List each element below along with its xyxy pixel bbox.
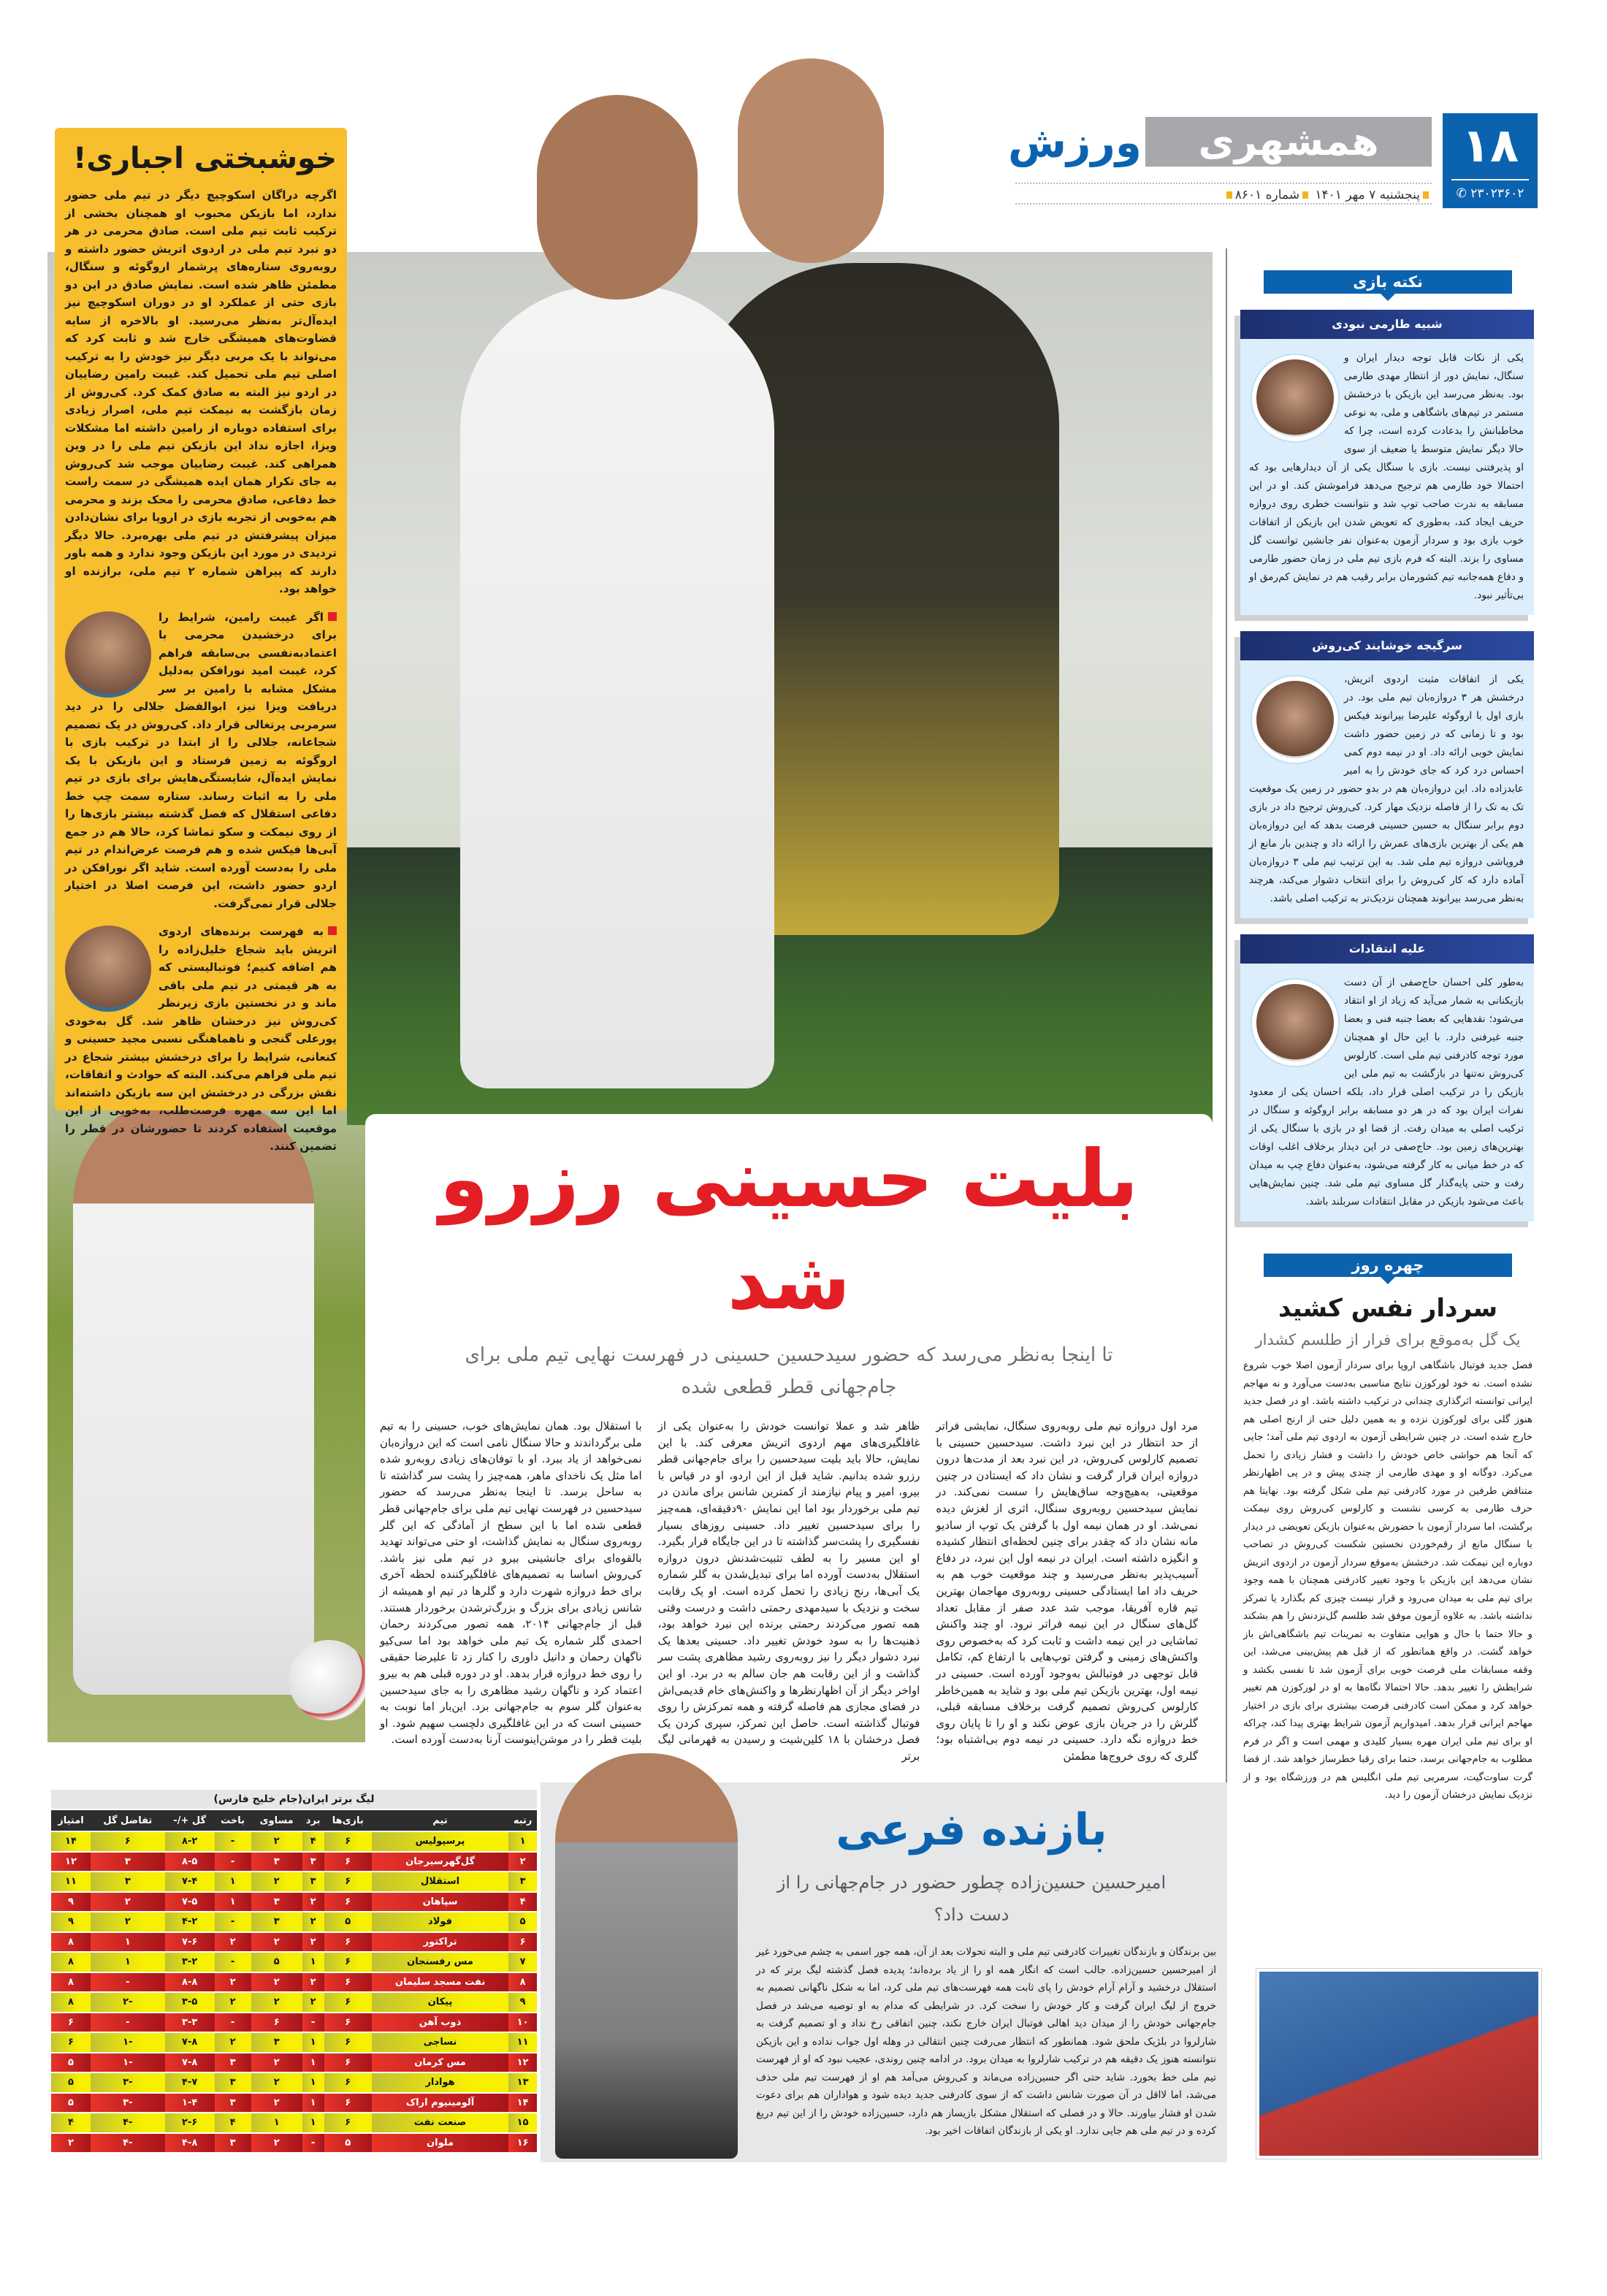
- article-column: با استقلال بود. همان نمایش‌های خوب، حسینی را به تیم ملی برگرداندند و حالا سنگال نامی است که این دروازه‌بان نمی‌خواهد از یاد ببرد. او با توفان‌های زیادی روبه‌رو شده اما مثل یک ناخدای ماهر، همه‌چیز را پشت سر گذاشته تا به ساحل برسد. تا اینجا به‌نظر می‌رسد که حضور سیدحسین در فهرست نهایی تیم ملی برای جام‌جهانی قطر قطعی شده اما با این سطح از آمادگی که این گلر روبه‌روی سنگال به نمایش گذاشت، او حتی می‌تواند تهدید بالقوه‌ای برای جانشینی بیرو در تیم ملی نیز باشد. کی‌روش اساسا به تصمیم‌های غافلگیرکننده لحظه آخری برای خط دروازه شهرت دارد و گلرها در تیم او همیشه از شانس زیادی برای بزرگ و بزرگ‌ترشدن برخوردار هستند. قبل از جام‌جهانی ۲۰۱۴، همه تصور می‌کردند رحمان احمدی گلر شماره یک تیم ملی خواهد بود اما سی‌کیو ناگهان رحمان و دانیل داوری را کنار زد تا علیرضا حقیقی را روی خط دروازه قرار بدهد. او در دوره قبلی هم به بیرو اعتماد کرد و ناگهان رشید مظاهری را به جای سیدحسین به‌عنوان گلر سوم به جام‌جهانی برد. این‌بار اما نوبت به حسینی است که در این غافلگیری دلچسب سهیم شود. او بلیت قطر را در موشن‌اینوست آرنا به‌دست آورده است.: [379, 1419, 642, 1747]
- table-cell: ۱: [215, 1893, 251, 1912]
- column-header: مساوی: [251, 1810, 302, 1831]
- table-cell: تراکتور: [372, 1933, 508, 1952]
- goalkeeper-head: [738, 58, 884, 263]
- feature-item-text: اگر غیبت رامین، شرایط را برای درخشیدن محرمی با اعتمادبه‌نفسی بی‌سابقه فراهم کرد، غیبت امید نورافکن به‌دلیل مشکل مشابه با رامین بر سر دریافت ویزا نیز، ابوالفضل جلالی را در دید سرمربی پرتغالی قرار داد. کی‌روش در یک تصمیم شجاعانه، جلالی را از ابتدا در ترکیب بازی با اروگوئه به زمین فرستاد و این بازیکن با یک نمایش ایده‌آل، شایستگی‌هایش برای بازی در تیم ملی را به اثبات رساند. ستاره سمت چپ خط دفاعی استقلال که فصل گذشته بیشتر بازی‌ها را از روی نیمکت و سکو تماشا کرد، حالا هم در جمع آبی‌ها فیکس شده و هم فرصت عرض‌اندام در تیم ملی را به‌دست آورده است. شاید اگر نورافکن در اردو حضور داشت، این فرصت اصلا در اختیار جلالی قرار نمی‌گرفت.: [65, 610, 337, 910]
- table-cell: ۲: [91, 1912, 165, 1931]
- table-cell: ۱۵: [508, 2113, 537, 2132]
- main-subheadline: تا اینجا به‌نظر می‌رسد که حضور سیدحسین حسینی در فهرست نهایی تیم ملی برای جام‌جهانی قطر قطعی شده: [465, 1344, 1113, 1398]
- table-cell: ۳: [215, 2073, 251, 2092]
- player-avatar: [1252, 980, 1338, 1066]
- bottom-subheadline: امیرحسین حسین‌زاده چطور حضور در جام‌جهانی را از دست داد؟: [776, 1872, 1167, 1925]
- table-cell: ۳: [251, 1912, 302, 1931]
- note-text: یکی از اتفاقات مثبت اردوی اتریش، درخشش هر ۳ دروازه‌بان تیم ملی بود. در بازی اول با اروگوئه علیرضا بیرانوند فیکس بود و تا زمانی که در زمین حضور داشت نمایش خوبی ارائه داد. او در نیمه دوم کمی احساس درد کرد که جای خودش را به امیر عابدزاده داد. این دروازه‌بان هم در بدو حضور در زمین یک موقعیت تک به تک را از فاصله نزدیک مهار کرد. کی‌روش ترجیح داد در بازی دوم برابر سنگال به حسین حسینی فرصت بدهد که این دروازه‌بان هم یکی از بهترین بازی‌های عمرش را ارائه داد و چندین بار مانع از فروپاشی دروازه تیم ملی شد. به این ترتیب تیم ملی ۳ دروازه‌بان آماده دارد که کار کی‌روش را برای انتخاب دشوار می‌کند، هرچند به‌نظر می‌رسد بیرانوند همچنان نزدیک‌تر به ترکیب اصلی باشد.: [1249, 674, 1524, 904]
- table-cell: ۶: [508, 1933, 537, 1952]
- logo-accent: ورزش: [1008, 118, 1142, 167]
- table-cell: ۱: [215, 1872, 251, 1891]
- table-cell: ۴-۲: [165, 1912, 215, 1931]
- table-cell: -: [215, 2013, 251, 2032]
- column-header: باخت: [215, 1810, 251, 1831]
- phone-line: [1443, 180, 1538, 207]
- table-cell: -۴: [91, 2113, 165, 2132]
- table-cell: ۶: [324, 2053, 372, 2072]
- table-cell: ۱: [508, 1832, 537, 1851]
- player-avatar: [65, 611, 151, 698]
- column-header: امتیاز: [51, 1810, 91, 1831]
- table-cell: -: [91, 2013, 165, 2032]
- table-cell: ۱-۴: [165, 2094, 215, 2113]
- table-row: [51, 2113, 537, 2132]
- table-cell: -: [215, 1832, 251, 1851]
- table-cell: ۱۳: [508, 2073, 537, 2092]
- main-article: [365, 1114, 1213, 1763]
- feature-item-text: به فهرست برنده‌های اردوی اتریش باید شجاع خلیل‌زاده را هم اضافه کنیم؛ فوتبالیستی که به هر قیمتی در تیم ملی باقی ماند و در نخستین بازی زیرنظر کی‌روش نیز درخشان ظاهر شد. گل به‌خودی پورعلی گنجی و ناهماهنگی نسبی مجید حسینی و کنعانی، شرایط را برای درخشش بیشتر شجاع در تیم ملی فراهم می‌کند. البته که حوادث و اتفاقات، نقش بزرگی در درخشش این سه بازیکن داشته‌اند اما این سه مهره فرصت‌طلب، به‌خوبی از این موقعیت استفاده کردند تا حضورشان در قطر را تضمین کنند.: [65, 925, 337, 1153]
- table-cell: ۹: [51, 1893, 91, 1912]
- table-cell: فولاد: [372, 1912, 508, 1931]
- table-cell: ۳: [215, 2134, 251, 2153]
- table-cell: ۳: [302, 1853, 324, 1872]
- bullet-icon: [1423, 191, 1429, 199]
- table-cell: ۱: [91, 1933, 165, 1952]
- table-cell: ۳-۵: [165, 1993, 215, 2012]
- table-cell: هوادار: [372, 2073, 508, 2092]
- table-cell: ذوب آهن: [372, 2013, 508, 2032]
- table-cell: ۴: [51, 2113, 91, 2132]
- table-cell: ۵: [51, 2094, 91, 2113]
- table-cell: ۱: [302, 2094, 324, 2113]
- table-cell: ۳: [91, 1872, 165, 1891]
- table-cell: ۶: [91, 1832, 165, 1851]
- table-cell: -۱: [91, 2053, 165, 2072]
- table-cell: ۴-۷: [165, 2073, 215, 2092]
- article-column: ظاهر شد و عملا توانست خودش را به‌عنوان یکی از غافلگیری‌های مهم اردوی اتریش معرفی کند. با این نمایش، حالا باید بلیت سیدحسین را برای جام‌جهانی قطر رزرو شده بدانیم. شاید قبل از این اردو، او در قیاس با بیرو، امیر و پیام نیازمند از کمترین شانس برای ماندن در تیم ملی برخوردار بود اما این نمایش ۹۰دقیقه‌ای، همه‌چیز را برای سیدحسین تغییر داد. حسینی روزهای بسیار نفسگیری را پشت‌سر گذاشته تا در این جایگاه قرار بگیرد. او این مسیر را به لطف تثبیت‌شدنش درون دروازه استقلال به‌دست آورده اما برای تبدیل‌شدن به گلر شماره یک آبی‌ها، رنج زیادی را تحمل کرده است. او یک رقابت سخت و نزدیک با سیدمهدی رحمتی داشت و درست وقتی همه تصور می‌کردند رحمتی برنده این نبرد خواهد بود، ذهنیت‌ها را به سود خودش تغییر داد. حسینی بعدها یک نبرد دشوار دیگر را نیز روبه‌روی رشید مظاهری پشت سر گذاشت و از این رقابت هم جان سالم به در برد. او این اواخر دیگر از آن اظهارنظرها و واکنش‌های خام قدیمی‌اش در فضای مجازی هم فاصله گرفته و همه تمرکزش را روی فوتبال گذاشته است. حاصل این تمرکز، سپری کردن یک فصل درخشان با ۱۸ کلین‌شیت و رسیدن به قهرمانی لیگ برتر: [657, 1419, 920, 1763]
- table-cell: -: [215, 1912, 251, 1931]
- table-cell: ۴: [215, 2113, 251, 2132]
- table-cell: ۸: [51, 1973, 91, 1992]
- page-number-box: [1443, 113, 1538, 208]
- table-cell: ۶: [324, 1853, 372, 1872]
- column-header: تیم: [372, 1810, 508, 1831]
- table-cell: ۲: [251, 1832, 302, 1851]
- table-cell: ۸: [51, 1933, 91, 1952]
- table-row: [51, 2053, 537, 2072]
- face-text: فصل جدید فوتبال باشگاهی اروپا برای سردار آزمون اصلا خوب شروع نشده است. نه خود لورکوزن نتایج مناسبی به‌دست می‌آورد و نه مهاجم ایرانی توانسته اثرگذاری چندانی در ترکیب داشته باشد. او در فصل جدید هنوز گلی برای لورکوزن نزده و به همین دلیل حتی از ارنج اصلی هم خارج شده است. در چنین شرایطی آزمون به اردوی تیم ملی آمد؛ جایی که آنجا هم حواشی خاص خودش را داشت و فشار زیادی را تحمل می‌کرد. دوگانه او و مهدی طارمی از چندی پیش و در پی اظهارنظر متناقض طرفین در مورد کادرفنی تیم ملی شکل گرفته بود. نهایتا هم حرف طارمی به کرسی نشست و کارلوس کی‌روش روی نیمکت برگشت، اما سردار آزمون با حضورش به‌عنوان بازیکن تعویضی در دیدار با سنگال مانع از رقم‌خوردن نخستین شکست کی‌روش در تصاحب دوباره این نیمکت شد. درخشش به‌موقع سردار آزمون در اردوی اتریش نشان می‌دهد این بازیکن با وجود تغییر کادرفنی همچنان با همه وجود برای تیم ملی به میدان می‌رود و قرار نیست چیزی کم بگذارد یا تمرکز نداشته باشد. به علاوه آزمون موفق شد طلسم گل‌نزدنش را هم بشکند و حالا حتما با حال و هوایی متفاوت به تمرینات تیم باشگاهی‌اش باز خواهد گشت. در واقع همانطور که از قبل هم پیش‌بینی می‌شد، این وقفه مسابقات ملی فرصت خوبی برای آزمون شد تا نفسی بکشد و شرایطش را تغییر بدهد. حالا احتمالا نگاه‌ها به او در لورکوزن هم تغییر خواهد کرد و ممکن است کادرفنی فرصت بیشتری برای بازی در اختیار مهاجم ایرانی قرار بدهد. امیدواریم آزمون شرایط بهتری پیدا کند، چراکه او برای تیم ملی ایران مهره بسیار کلیدی و مهمی است و اگر در فرم مطلوب به جام‌جهانی برسد، حتما برای رقبا خطرساز خواهد شد. از قضا گرت ساوت‌گیت، سرمربی تیم ملی انگلیس هم در ورزشگاه بود و از نزدیک نمایش درخشان آزمون را دید.: [1243, 1360, 1532, 1801]
- face-headline: سردار نفس کشید: [1278, 1294, 1498, 1323]
- phone-number: ۲۳۰۲۳۶۰۲: [1470, 186, 1524, 201]
- table-row: [51, 1853, 537, 1872]
- table-cell: استقلال: [372, 1872, 508, 1891]
- table-cell: ۷-۶: [165, 1933, 215, 1952]
- note-box: [1240, 934, 1534, 1221]
- table-cell: ۱: [91, 1953, 165, 1972]
- table-cell: نفت مسجد سلیمان: [372, 1973, 508, 1992]
- table-cell: ۱۴: [51, 1832, 91, 1851]
- table-cell: ۳: [302, 1872, 324, 1891]
- player-head: [537, 95, 698, 300]
- table-cell: ۳: [251, 1853, 302, 1872]
- football-icon: [289, 1640, 369, 1720]
- table-cell: آلومینیوم اراک: [372, 2094, 508, 2113]
- article-columns: [380, 1418, 1198, 1764]
- section-header-face-of-day: چهره روز: [1264, 1254, 1512, 1277]
- column-header: تفاضل گل: [91, 1810, 165, 1831]
- table-cell: ۲: [302, 1933, 324, 1952]
- table-cell: ۶: [324, 2113, 372, 2132]
- table-cell: ۲: [215, 2033, 251, 2052]
- table-cell: ۲: [251, 1973, 302, 1992]
- table-cell: ۲-۶: [165, 2113, 215, 2132]
- table-cell: ۳-۳: [165, 2013, 215, 2032]
- table-cell: ۸: [51, 1953, 91, 1972]
- table-cell: ۶: [324, 2013, 372, 2032]
- table-cell: ۳: [508, 1872, 537, 1891]
- feature-title: خوشبختی اجباری!: [73, 142, 337, 175]
- table-cell: پرسپولیس: [372, 1832, 508, 1851]
- table-title: لیگ برتر ایران(جام خلیج فارس): [51, 1790, 537, 1809]
- table-row: [51, 1993, 537, 2012]
- table-cell: -۳: [91, 2094, 165, 2113]
- table-cell: ۲: [508, 1853, 537, 1872]
- note-title: سرگیجه خوشایند کی‌روش: [1240, 631, 1534, 660]
- table-row: [51, 1973, 537, 1992]
- player-avatar: [1252, 355, 1338, 441]
- table-cell: ۲: [302, 1973, 324, 1992]
- bottom-headline: بازنده فرعی: [836, 1804, 1107, 1856]
- table-row: [51, 2013, 537, 2032]
- dateline: [1015, 183, 1432, 205]
- table-cell: مس کرمان: [372, 2053, 508, 2072]
- player-figure: [460, 285, 774, 1088]
- table-cell: ۸-۸: [165, 1973, 215, 1992]
- table-cell: -۱: [91, 2033, 165, 2052]
- table-cell: سپاهان: [372, 1893, 508, 1912]
- note-box: [1240, 310, 1534, 615]
- main-headline: بلیت حسینی رزرو شد: [439, 1134, 1139, 1327]
- table-cell: ۳: [251, 2033, 302, 2052]
- table-cell: ۲: [251, 1993, 302, 2012]
- table-cell: ۸-۵: [165, 1853, 215, 1872]
- issue-number: شماره ۸۶۰۱: [1234, 188, 1299, 202]
- player-avatar: [1252, 676, 1338, 763]
- table-cell: ۸: [508, 1973, 537, 1992]
- table-cell: ۱۶: [508, 2134, 537, 2153]
- table-row: [51, 2094, 537, 2113]
- column-header: گل +/-: [165, 1810, 215, 1831]
- face-subheadline: یک گل به‌موقع برای فرار از طلسم کشدار: [1255, 1331, 1521, 1349]
- table-cell: مس رفسنجان: [372, 1953, 508, 1972]
- column-header: رتبه: [508, 1810, 537, 1831]
- newspaper-logo: [1008, 113, 1432, 172]
- table-cell: ۱۱: [51, 1872, 91, 1891]
- article-column: مرد اول دروازه تیم ملی روبه‌روی سنگال، نمایشی فراتر از حد انتظار در این نبرد داشت. سیدحسین حسینی با تصمیم کارلوس کی‌روش، در این نبرد بعد از مدت‌ها درون دروازه ایران قرار گرفت و نشان داد که ایستادن در چنین موقعیتی، به‌هیچ‌وجه ساق‌هایش را سست نمی‌کند. در نمایش سیدحسین روبه‌روی سنگال، اثری از لغزش دیده نمی‌شد. او در همان نیمه اول با گرفتن یک توپ از سادیو مانه نشان داد که چقدر برای چنین لحظه‌ای انتظار کشیده و انگیزه داشته است. ایران در نیمه اول این نبرد، در دفاع آسیب‌پذیر به‌نظر می‌رسید و چند موقعیت خوب هم به حریف داد اما ایستادگی حسینی روبه‌روی مهاجمان بهترین تیم قاره آفریقا، موجب شد عدد صفر از مقابل تعداد گل‌های سنگال در این نیمه فراتر نرود. او چند واکنش تماشایی در این نیمه داشت و ثابت کرد که به‌خصوص روی واکنش‌های زمینی و گرفتن توپ‌هایی با ارتفاع کم، تکامل قابل توجهی در فوتبالش به‌وجود آورده است. حسینی در نیمه اول، بهترین بازیکن تیم ملی بود و شاید به همین‌خاطر کارلوس کی‌روش تصمیم گرفت برخلاف مسابقه قبلی، گلرش را در جریان بازی عوض نکند و او را تا پایان روی خط دروازه نگه دارد. حسینی در نیمه دوم بی‌اشتباه بود؛ گلری که روی خروج‌ها مطمئن: [936, 1419, 1198, 1763]
- page-number: ۱۸: [1461, 119, 1519, 173]
- table-cell: ۶: [324, 1832, 372, 1851]
- table-cell: ۲: [251, 1933, 302, 1952]
- table-cell: ۱: [302, 2113, 324, 2132]
- feature-intro: اگرچه دراگان اسکوچیچ دیگر در تیم ملی حضور ندارد، اما بازیکن محبوب او همچنان بخشی از ترکیب ثابت تیم ملی است. صادق محرمی در هر دو نبرد تیم ملی در اردوی اتریش حضور داشته و روبه‌روی ستاره‌های پرشمار اروگوئه و سنگال، مطمئن ظاهر شده است. نمایش صادق در این دو بازی حتی از عملکرد او در دوران اسکوچیچ نیز ایده‌آل‌تر به‌نظر می‌رسید. او بالاخره از سایه قضاوت‌های همیشگی خارج شد و ثابت کرد که می‌تواند با یک مربی دیگر نیز خودش را به ترکیب اصلی تیم ملی تحمیل کند. غیبت رامین رضاییان در اردو نیز البته به صادق کمک کرد. کی‌روش از زمان بازگشت به نیمکت تیم ملی، اصرار زیادی برای استفاده دوباره از رامین داشته اما مشکلات ویزا، اجازه نداد این بازیکن تیم ملی را در وین همراهی کند. غیبت رضاییان موجب شد کی‌روش به جای تکرار همان ایده همیشگی در سمت راست خط دفاعی، صادق محرمی را محک بزند و محرمی هم به‌خوبی از تجربه بازی در اروپا برای نشان‌دادن میزان پیشرفتش در تیم ملی بهره‌برد. حالا دیگر تردیدی در مورد این بازیکن وجود ندارد و همه باور دارند که پیراهن شماره ۲ تیم ملی، برازنده او خواهد بود.: [65, 188, 337, 595]
- table-row: [51, 1832, 537, 1851]
- table-cell: ملوان: [372, 2134, 508, 2153]
- table-cell: ۶: [324, 1893, 372, 1912]
- column-header: بازی‌ها: [324, 1810, 372, 1831]
- table-cell: ۷-۴: [165, 1872, 215, 1891]
- table-row: [51, 1893, 537, 1912]
- bullet-icon: [1226, 191, 1232, 199]
- table-cell: ۵: [508, 1912, 537, 1931]
- hosseinzadeh-photo: [555, 1753, 738, 2159]
- table-cell: ۶: [324, 2033, 372, 2052]
- table-cell: ۷-۸: [165, 2053, 215, 2072]
- table-cell: ۶: [51, 2033, 91, 2052]
- note-text: به‌طور کلی احسان حاج‌صفی از آن دست بازیکنانی به شمار می‌آید که زیاد از او انتقاد می‌شود؛ نقدهایی که بعضا جنبه فنی و بعضا جنبه غیرفنی دارد. با این حال او همچنان مورد توجه کادرفنی تیم ملی است. کارلوس کی‌روش نه‌تنها در بازگشت به تیم ملی این بازیکن را در ترکیب اصلی قرار داد، بلکه احسان یکی از معدود نفرات ایران بود که در هر دو مسابقه برابر اروگوئه و سنگال در ترکیب اصلی به میدان رفت. از قضا او در بازی با سنگال یکی از بهترین‌های زمین بود. حاج‌صفی در این دیدار برخلاف اغلب اوقات که در خط میانی به کار گرفته می‌شود، به‌عنوان دفاع چپ به میدان رفت و حتی پایه‌گذار گل مساوی تیم ملی شد. چنین نمایش‌هایی باعث می‌شود بازیکن در مقابل انتقادات سربلند باشد.: [1249, 977, 1524, 1208]
- table-body: [51, 1832, 537, 2152]
- bullet-icon: [328, 612, 337, 621]
- table-cell: ۶: [324, 1973, 372, 1992]
- left-feature-column: [55, 128, 347, 1153]
- table-row: [51, 2033, 537, 2052]
- note-box: [1240, 631, 1534, 918]
- table-cell: ۹: [508, 1993, 537, 2012]
- table-cell: ۵: [51, 2073, 91, 2092]
- section-header-game-notes: نکته بازی: [1264, 270, 1512, 294]
- table-cell: ۳: [91, 1853, 165, 1872]
- bullet-icon: [328, 926, 337, 935]
- note-title: علیه انتقادات: [1240, 934, 1534, 964]
- table-cell: ۲: [302, 1993, 324, 2012]
- table-cell: نساجی: [372, 2033, 508, 2052]
- table-row: [51, 1912, 537, 1931]
- table-cell: -: [91, 1973, 165, 1992]
- table-cell: ۱۰: [508, 2013, 537, 2032]
- table-cell: ۲: [302, 1893, 324, 1912]
- table-cell: ۲: [251, 2134, 302, 2153]
- table-row: [51, 1872, 537, 1891]
- table-cell: ۲: [215, 1993, 251, 2012]
- table-row: [51, 1953, 537, 1972]
- table-row: [51, 2073, 537, 2092]
- table-row: [51, 2134, 537, 2153]
- table-cell: ۱: [302, 2073, 324, 2092]
- phone-icon: ✆: [1456, 186, 1467, 201]
- table-cell: -: [302, 2013, 324, 2032]
- right-sidebar: [1234, 248, 1541, 1805]
- table-cell: ۱۱: [508, 2033, 537, 2052]
- table-header-row: [51, 1810, 537, 1831]
- table-cell: ۷: [508, 1953, 537, 1972]
- table-cell: ۲: [251, 2094, 302, 2113]
- table-cell: ۵: [324, 2134, 372, 2153]
- table-cell: ۳: [215, 2094, 251, 2113]
- table-cell: ۳: [251, 1893, 302, 1912]
- table-cell: ۵: [324, 1912, 372, 1931]
- note-text: یکی از نکات قابل توجه دیدار ایران و سنگال، نمایش دور از انتظار مهدی طارمی بود. به‌نظر می‌رسد این بازیکن با درخشش مستمر در تیم‌های باشگاهی و ملی، به نوعی مخاطبانش را بدعادت کرده است، چرا که حالا دیگر نمایش متوسط یا ضعیف از سوی او پذیرفتنی نیست. بازی با سنگال یکی از آن دیدارهایی بود که احتمالا خود طارمی هم ترجیح می‌دهد فراموشش کند. او در این مسابقه به ندرت صاحب توپ شد و نتوانست خطری روی دروازه حریف ایجاد کند، به‌طوری که تعویض شدن این بازیکن از اتفاقات خوب بازی بود و سردار آزمون به‌عنوان نفر جانشین توانست گل مساوی را بزند. البته که فرم بازی تیم ملی در زمان حضور طارمی و دفاع همه‌جانبه تیم کشورمان برابر رقیب هم در نمایش کم‌رمق او بی‌تأثیر نبود.: [1249, 352, 1524, 601]
- table-cell: -۲: [91, 1993, 165, 2012]
- table-row: [51, 1933, 537, 1952]
- table-cell: ۴: [302, 1832, 324, 1851]
- table-cell: ۱۲: [508, 2053, 537, 2072]
- bottom-text: بین برندگان و بازندگان تغییرات کادرفنی تیم ملی و البته تحولات بعد از آن، همه جور اسمی به چشم می‌خورد غیر از امیرحسین حسین‌زاده. جالب است که انگار همه او را از یاد برده‌اند؛ پدیده فصل گذشته لیگ برتر که در استقلال درخشید و آرام آرام خودش را پای ثابت همه فهرست‌های تیم ملی کرد، اما به شکل ناگهانی تصمیم به خروج از لیگ ایران گرفت و کار خودش را سخت کرد. در شرایطی که مدام به او توصیه می‌شد در فصل جام‌جهانی خودش را از میدان دید اهالی فوتبال ایران خارج نکند، چنین اتفاقی رخ نداد و او تصمیم گرفت به شارلروا در بلژیک ملحق شود. همانطور که انتظار می‌رفت چنین انتقالی در وهله اول جواب نداده و این بازیکن نتوانسته هنوز یک دقیقه هم در ترکیب شارلروا به میدان برود. در ادامه چنین روندی، عجیب نبود که او از فهرست تیم ملی خط بخورد. شاید حتی اگر حسین‌زاده می‌ماند و کی‌روش می‌آمد هم او از فهرست تیم ملی حذف می‌شد، اما لااقل در آن صورت شانس داشت که از سوی کادرفنی جدید دیده شود و هواداران هم برای دعوت شدن او فشار بیاورند. حالا و در فصلی که استقلال مشکل بازیساز هم دارد، حسین‌زاده خودش را از این تیم دریغ کرده و در تیم ملی هم جایی ندارد. او یکی از بازندگان اتفاقات اخیر بود.: [756, 1946, 1216, 2137]
- table-cell: ۶: [324, 1953, 372, 1972]
- table-cell: صنعت نفت: [372, 2113, 508, 2132]
- table-cell: گل‌گهرسیرجان: [372, 1853, 508, 1872]
- table-cell: ۸: [51, 1993, 91, 2012]
- table-cell: ۴: [508, 1893, 537, 1912]
- table-cell: ۱: [302, 2053, 324, 2072]
- table-cell: ۵: [51, 2053, 91, 2072]
- table-cell: ۶: [324, 2073, 372, 2092]
- table-cell: ۱: [251, 2113, 302, 2132]
- logo-main: همشهری: [1145, 117, 1432, 167]
- table-cell: ۵: [251, 1953, 302, 1972]
- table-cell: ۶: [324, 1993, 372, 2012]
- table-cell: -۳: [91, 2073, 165, 2092]
- table-cell: ۶: [324, 1872, 372, 1891]
- column-header: برد: [302, 1810, 324, 1831]
- table-cell: ۲: [91, 1893, 165, 1912]
- table-cell: ۴-۸: [165, 2134, 215, 2153]
- table-cell: ۲: [302, 1912, 324, 1931]
- table-cell: ۱: [302, 2033, 324, 2052]
- table-cell: ۲: [251, 2053, 302, 2072]
- table-cell: ۲: [215, 1973, 251, 1992]
- table-cell: -: [215, 1853, 251, 1872]
- feature-item-khalilzadeh: [65, 923, 337, 1156]
- table-cell: ۶: [324, 1933, 372, 1952]
- table-cell: ۱: [302, 1953, 324, 1972]
- defender-photo: [73, 1096, 314, 1695]
- bullet-icon: [1302, 191, 1308, 199]
- table-cell: پیکان: [372, 1993, 508, 2012]
- table-cell: ۸-۲: [165, 1832, 215, 1851]
- table-cell: -: [302, 2134, 324, 2153]
- league-table: [51, 1790, 537, 2154]
- table-cell: -۴: [91, 2134, 165, 2153]
- table-cell: ۲: [51, 2134, 91, 2153]
- player-avatar: [65, 926, 151, 1012]
- table-cell: ۳: [215, 2053, 251, 2072]
- table-cell: ۷-۸: [165, 2033, 215, 2052]
- issue-date: پنجشنبه ۷ مهر ۱۴۰۱: [1315, 188, 1420, 202]
- table-cell: ۲: [215, 1933, 251, 1952]
- standings-table: [51, 1809, 537, 2154]
- feature-item-jalali: [65, 609, 337, 913]
- table-cell: ۱۲: [51, 1853, 91, 1872]
- note-title: شبیه طارمی نبودی: [1240, 310, 1534, 339]
- table-cell: -: [215, 1953, 251, 1972]
- table-cell: ۶: [251, 2013, 302, 2032]
- table-cell: ۱۴: [508, 2094, 537, 2113]
- table-cell: ۷-۵: [165, 1893, 215, 1912]
- table-cell: ۹: [51, 1912, 91, 1931]
- table-cell: ۳-۲: [165, 1953, 215, 1972]
- azmoun-photo: [1256, 1969, 1541, 2159]
- table-cell: ۶: [51, 2013, 91, 2032]
- table-cell: ۲: [251, 2073, 302, 2092]
- table-cell: ۲: [251, 1872, 302, 1891]
- table-cell: ۶: [324, 2094, 372, 2113]
